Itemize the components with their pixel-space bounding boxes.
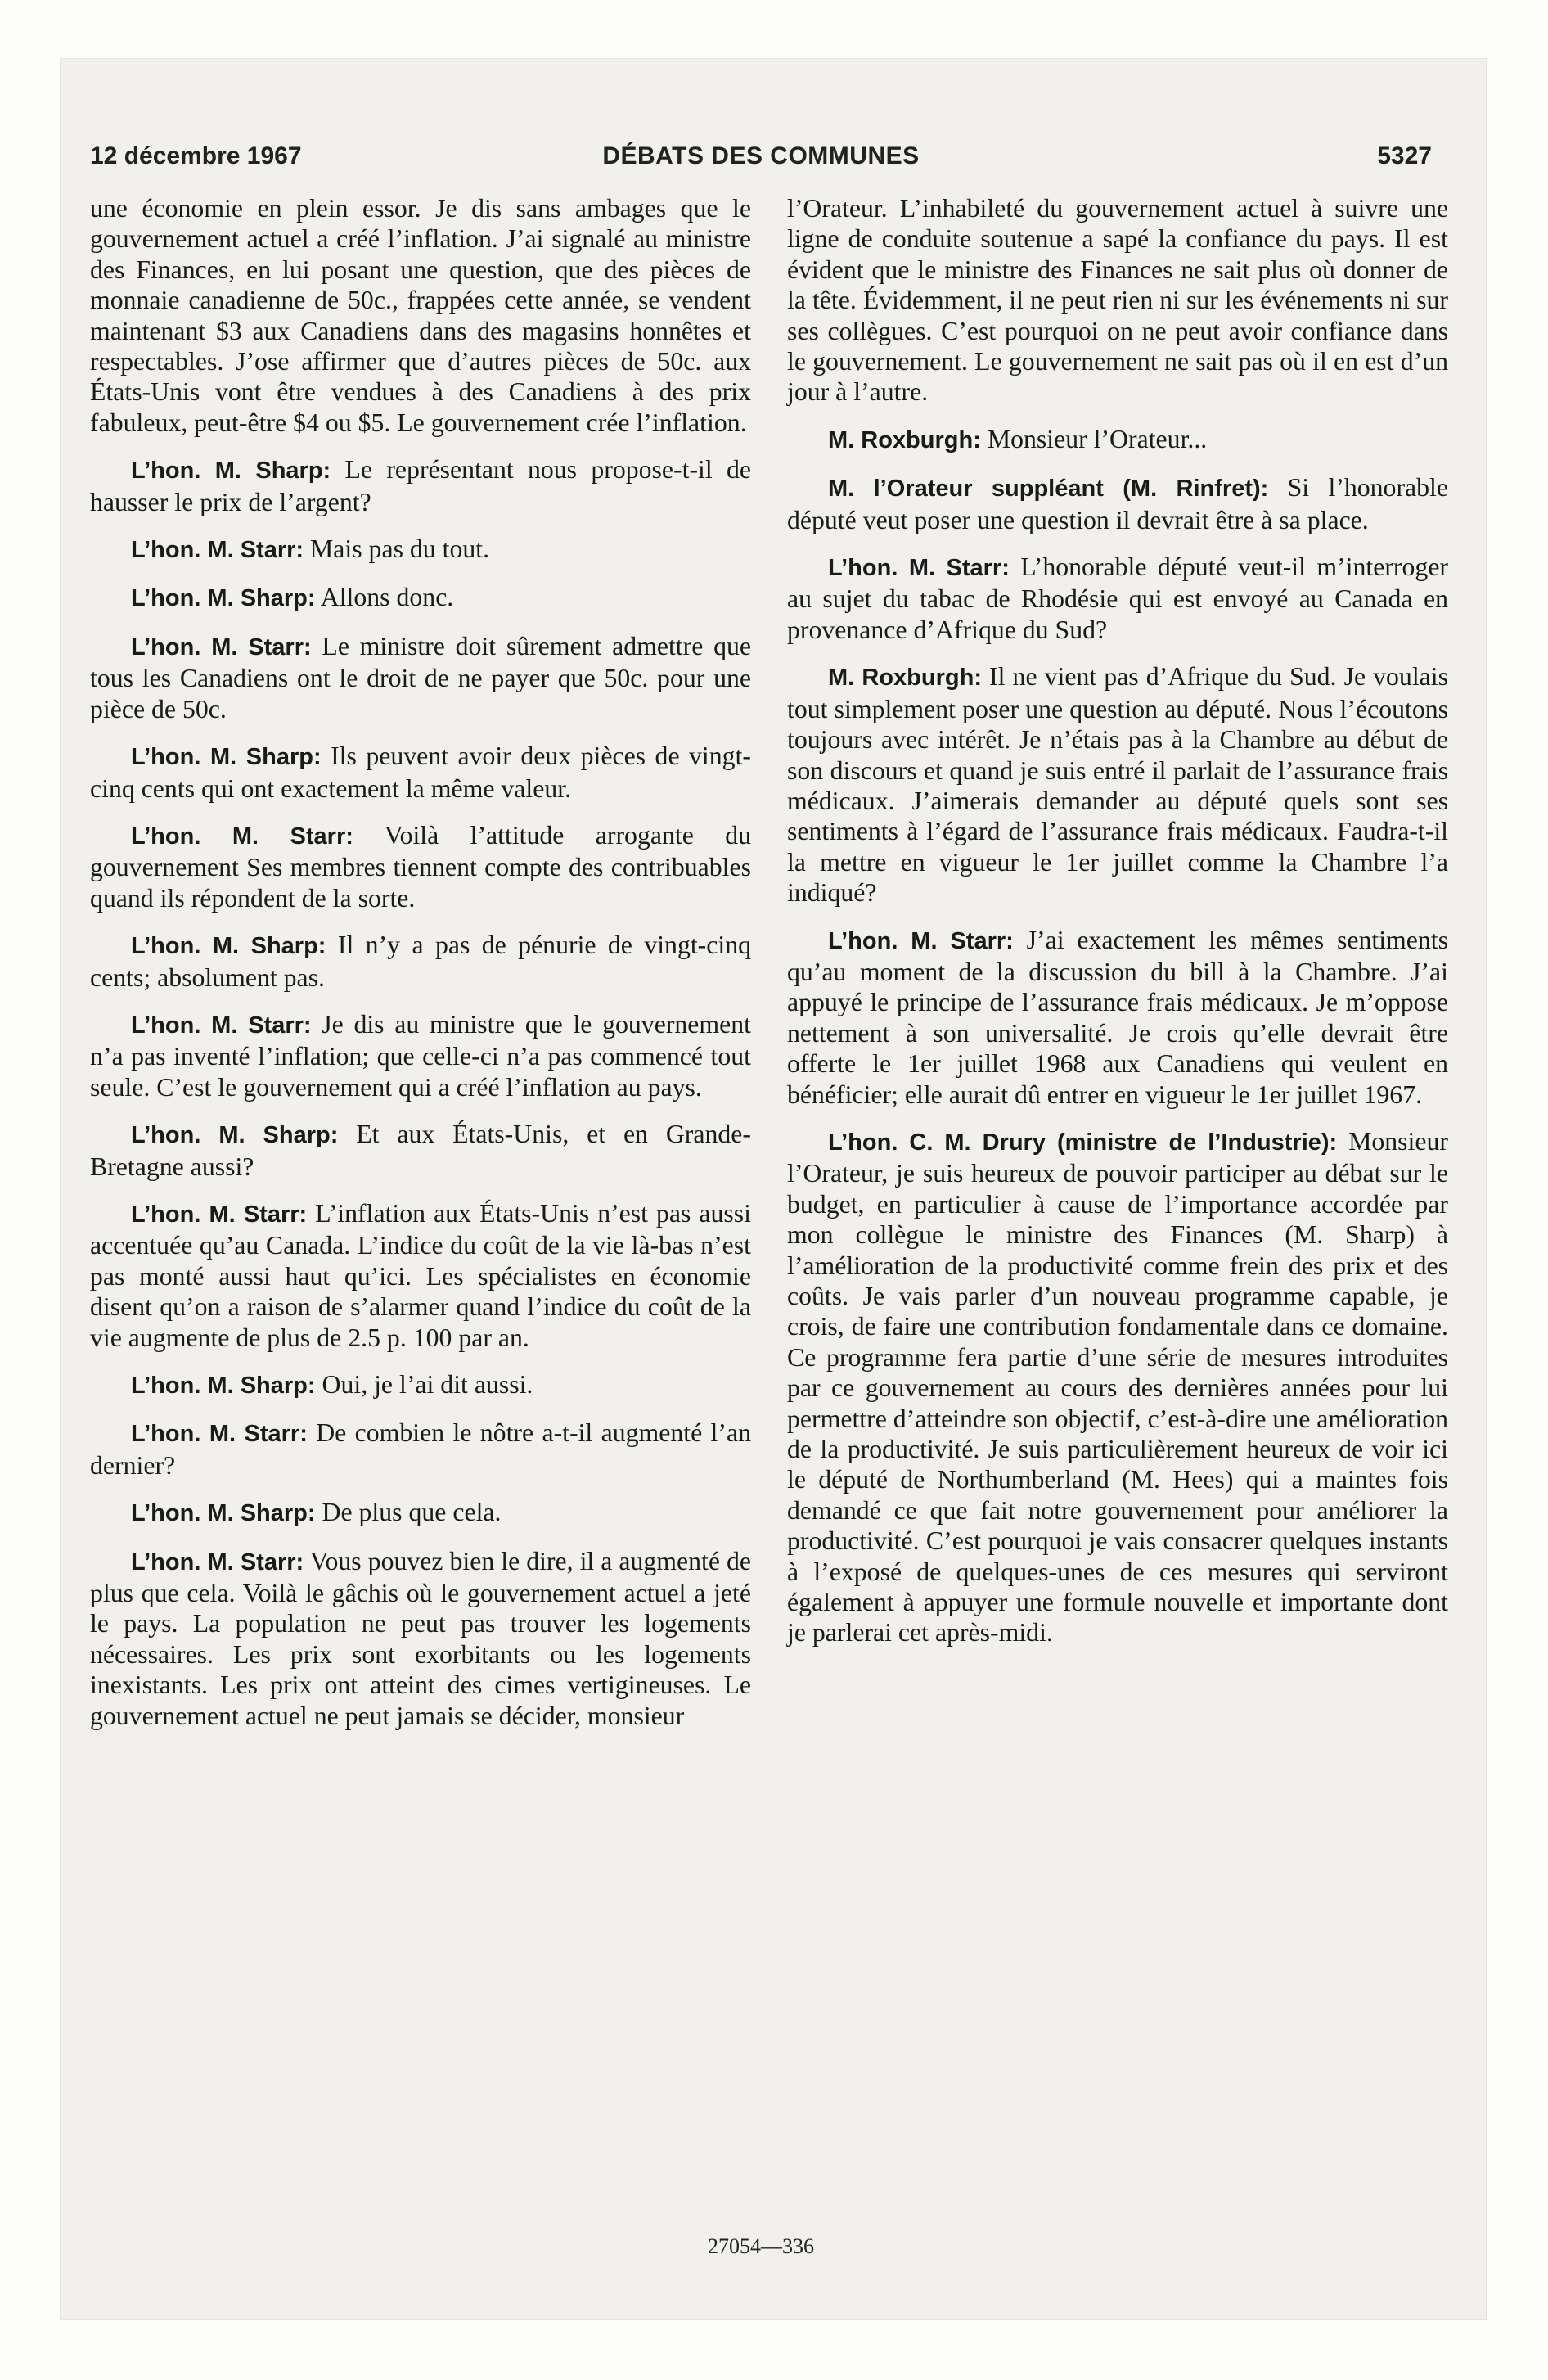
speech-text: Je dis au ministre que le gouvernement n’a pas inventé l’inflation; que celle-ci n’a pas commencé tout seule. C’est le gouvernement qui a créé l’inflation au pays. [90, 1009, 751, 1102]
speech-paragraph [787, 925, 1448, 1110]
speech-paragraph [90, 1119, 751, 1182]
speech-text: une économie en plein essor. Je dis sans ambages que le gouvernement actuel a créé l’inflation. J’ai signalé au ministre des Finances, en lui posant une question, que des pièces de monnaie canadienne de 50c., frappées cette année, se vendent maintenant $3 aux Canadiens dans des magasins honnêtes et respectables. J’ose affirmer que d’autres pièces de 50c. aux États-Unis vont être vendues à des Canadiens à des prix fabuleux, peut-être $4 ou $5. Le gouvernement crée l’inflation. [90, 194, 751, 437]
speaker-name: L’hon. M. Sharp: [131, 744, 322, 771]
speech-paragraph [90, 820, 751, 913]
speech-text: Vous pouvez bien le dire, il a augmenté de plus que cela. Voilà le gâchis où le gouvernement actuel a jeté le pays. La population ne peut pas trouver les logements nécessaires. Les prix sont exorbitants ou les logements inexistants. Les prix ont atteint des cimes vertigineuses. Le gouvernement actuel ne peut jamais se décider, monsieur [90, 1546, 752, 1730]
speech-text: Monsieur l’Orateur... [987, 424, 1208, 453]
speech-text: Ils peuvent avoir deux pièces de vingt-cinq cents qui ont exactement la même valeur. [90, 741, 751, 803]
speech-text: L’inflation aux États-Unis n’est pas aussi accentuée qu’au Canada. L’indice du coût de la vie là-bas n’est pas monté aussi haut qu’ici. Les spécialistes en économie disent qu’on a raison de s’alarmer quand l’indice du coût de la vie augmente de plus de 2.5 p. 100 par an. [90, 1198, 752, 1352]
speech-text: De plus que cela. [322, 1498, 502, 1527]
speech-text: Le représentant nous propose-t-il de hausser le prix de l’argent? [90, 455, 751, 516]
speaker-name: L’hon. M. Starr: [131, 537, 304, 564]
speaker-name: L’hon. M. Starr: [131, 1548, 304, 1575]
speaker-name: L’hon. M. Sharp: [131, 1500, 316, 1527]
speaker-name: L’hon. M. Starr: [828, 927, 1014, 954]
continued-paragraph [787, 193, 1448, 408]
speaker-name: L’hon. M. Starr: [828, 555, 1010, 582]
speech-text: Il ne vient pas d’Afrique du Sud. Je voulais tout simplement poser une question au député. Nous l’écoutons toujours avec intérêt. Je n’étais pas à la Chambre au début de son discours et quand je suis entré il parlait de l’assurance frais médicaux. J’aimerais demander au député quels sont ses sentiments à l’égard de l’assurance frais médicaux. Faudra-t-il la mettre en vigueur le 1er juillet comme la Chambre l’a indiqué? [787, 662, 1448, 908]
speech-text: Si l’honorable député veut poser une question il devrait être à sa place. [787, 473, 1449, 534]
speech-paragraph [90, 454, 751, 517]
continued-paragraph [90, 193, 751, 438]
running-head [90, 139, 1432, 175]
speech-text: J’ai exactement les mêmes sentiments qu’au moment de la discussion du bill à la Chambre. J’ai appuyé le principe de l’assurance frais médicaux. Je m’oppose nettement à son universalité. Je crois qu’elle devrait être offerte le 1er juillet 1968 aux Canadiens qui veulent en bénéficier; elle aurait dû entrer en vigueur le 1er juillet 1967. [787, 925, 1448, 1109]
hansard-page [90, 139, 1449, 2258]
speech-paragraph [90, 1418, 751, 1481]
speaker-name: L’hon. M. Sharp: [131, 458, 331, 485]
speaker-name: L’hon. C. M. Drury (ministre de l’Industrie): [828, 1129, 1338, 1156]
speech-paragraph [90, 631, 751, 724]
speech-text: l’Orateur. L’inhabileté du gouvernement actuel à suivre une ligne de conduite soutenue a sapé la confiance du pays. Il est évident que le ministre des Finances ne sait plus où donner de la tête. Évidemment, il ne peut rien ni sur les événements ni sur ses collègues. C’est pourquoi on ne peut avoir confiance dans le gouvernement. Le gouvernement ne sait pas où il en est d’un jour à l’autre. [787, 194, 1448, 407]
speech-text: L’honorable député veut-il m’interroger au sujet du tabac de Rhodésie qui est envoyé au Canada en provenance d’Afrique du Sud? [787, 552, 1449, 644]
speaker-name: L’hon. M. Sharp: [131, 1373, 316, 1399]
speaker-name: L’hon. M. Sharp: [131, 585, 316, 612]
speaker-name: L’hon. M. Sharp: [131, 1122, 339, 1149]
speech-paragraph [90, 582, 751, 614]
footer-code: 27054—336 [708, 2234, 814, 2258]
speaker-name: M. Roxburgh: [828, 426, 981, 453]
speech-paragraph [90, 1009, 751, 1102]
speaker-name: L’hon. M. Starr: [131, 633, 312, 660]
speech-paragraph [90, 930, 751, 993]
speech-text: Il n’y a pas de pénurie de vingt-cinq cents; absolument pas. [90, 931, 752, 992]
speech-text: Allons donc. [320, 583, 454, 612]
speech-paragraph [787, 1126, 1448, 1648]
right-column [787, 193, 1448, 1665]
speech-paragraph [90, 1497, 751, 1529]
speech-text: Monsieur l’Orateur, je suis heureux de pouvoir participer au débat sur le budget, en particulier à cause de l’importance accordée par mon collègue le ministre des Finances (M. Sharp) à l’amélioration de la productivité comme frein des prix et des coûts. Je vais parler d’un nouveau programme capable, je crois, de faire une contribution fondamentale dans ce domaine. Ce programme fera partie d’une série de mesures introduites par ce gouvernement au cours des dernières années pour lui permettre d’atteindre son objectif, c’est-à-dire une amélioration de la productivité. Je suis particulièrement heureux de voir ici le député de Northumberland (M. Hees) qui a maintes fois demandé ce que fait notre gouvernement pour améliorer la productivité. C’est pourquoi je vais consacrer quelques instants à l’exposé de quelques-unes de ces mesures qui serviront également à appuyer une formule nouvelle et importante dont je parlerai cet après-midi. [787, 1126, 1448, 1648]
left-column [90, 193, 751, 1747]
speaker-name: L’hon. M. Starr: [131, 823, 353, 850]
page-date: 12 décembre 1967 [90, 142, 302, 169]
speaker-name: M. l’Orateur suppléant (M. Rinfret): [828, 476, 1269, 503]
speech-text: De combien le nôtre a-t-il augmenté l’an dernier? [90, 1418, 751, 1480]
speech-paragraph [90, 741, 751, 804]
speech-paragraph [90, 1546, 751, 1731]
speech-paragraph [90, 534, 751, 566]
speaker-name: L’hon. M. Sharp: [131, 933, 326, 960]
speech-paragraph [787, 472, 1448, 535]
speech-text: Et aux États-Unis, et en Grande-Bretagne aussi? [90, 1120, 751, 1181]
speech-paragraph [787, 552, 1448, 645]
speech-paragraph [787, 661, 1448, 908]
speech-paragraph [90, 1369, 751, 1401]
speaker-name: L’hon. M. Starr: [131, 1201, 308, 1228]
speaker-name: M. Roxburgh: [828, 665, 982, 692]
page-number: 5327 [1377, 142, 1432, 169]
speaker-name: L’hon. M. Starr: [131, 1012, 312, 1039]
speech-paragraph [787, 424, 1448, 456]
speech-text: Le ministre doit sûrement admettre que tous les Canadiens ont le droit de ne payer que 50c. pour une pièce de 50c. [90, 631, 751, 723]
speaker-name: L’hon. M. Starr: [131, 1421, 308, 1448]
speech-text: Oui, je l’ai dit aussi. [322, 1370, 533, 1399]
speech-text: Mais pas du tout. [310, 534, 490, 564]
speech-text: Voilà l’attitude arrogante du gouvernement Ses membres tiennent compte des contribuables quand ils répondent de la sorte. [90, 820, 751, 913]
speech-paragraph [90, 1198, 751, 1353]
journal-title: DÉBATS DES COMMUNES [602, 142, 920, 169]
